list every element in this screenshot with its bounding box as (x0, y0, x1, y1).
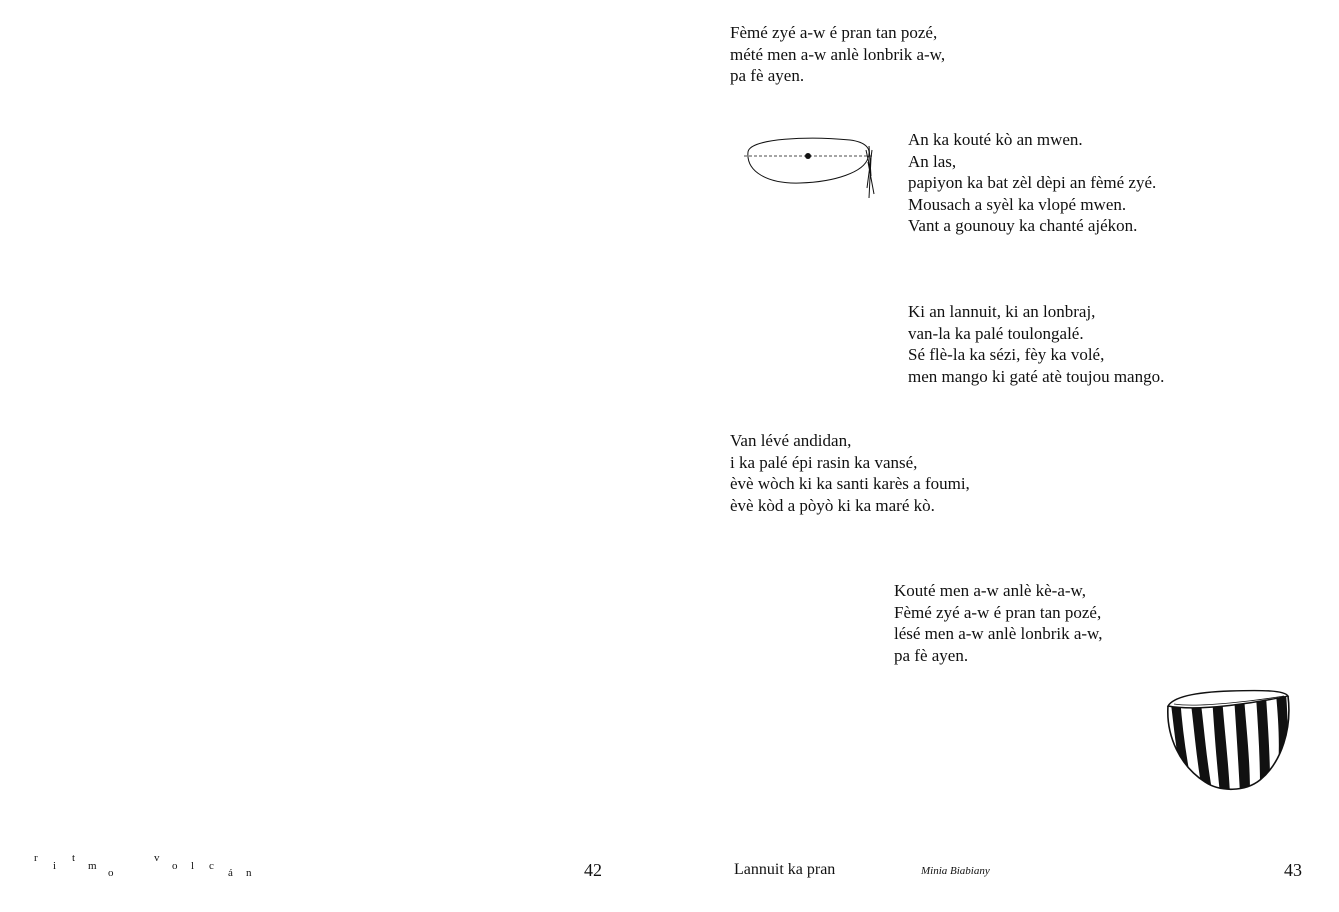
stanza-line: An las, (908, 151, 957, 171)
series-letter: t (72, 852, 76, 864)
seed-pod-illustration (740, 128, 885, 203)
series-letter: m (88, 860, 97, 872)
stanza-1 (730, 22, 945, 87)
left-page-number: 42 (584, 860, 602, 880)
series-letter: c (209, 860, 214, 872)
stanza-line: An ka kouté kò an mwen. (908, 130, 1083, 149)
stanza-line: èvè kòd a pòyò ki ka maré kò. (730, 495, 935, 515)
stanza-line: i ka palé épi rasin ka vansé, (730, 452, 918, 472)
series-letter: l (191, 860, 195, 872)
series-letter: r (34, 852, 38, 864)
stanza-line: lésé men a-w anlè lonbrik a-w, (894, 624, 1103, 643)
series-title (34, 852, 264, 882)
stanza-line: Ki an lannuit, ki an lonbraj, (908, 302, 1096, 321)
series-letter: i (53, 860, 57, 872)
stanza-line: Fèmé zyé a-w é pran tan pozé, (730, 23, 938, 42)
right-page-number: 43 (1284, 860, 1302, 880)
stanza-line: Fèmé zyé a-w é pran tan pozé, (894, 602, 1102, 622)
stanza-line: van-la ka palé toulongalé. (908, 323, 1084, 343)
stanza-5 (894, 580, 1102, 666)
stanza-4 (730, 430, 970, 516)
stanza-line: Kouté men a-w anlè kè-a-w, (894, 581, 1086, 600)
series-letter: á (228, 867, 233, 879)
stanza-3 (908, 301, 1164, 387)
stanza-2 (908, 129, 1156, 237)
running-author: Minia Biabiany (921, 865, 990, 877)
series-letter: v (154, 852, 160, 864)
stanza-line: Van lévé andidan, (730, 431, 852, 450)
striped-bowl-illustration (1160, 686, 1298, 796)
stanza-line: Vant a gounouy ka chanté ajékon. (908, 216, 1138, 235)
stanza-line: Mousach a syèl ka vlopé mwen. (908, 194, 1127, 214)
stanza-line: men mango ki gaté atè toujou mango. (908, 366, 1165, 386)
running-title: Lannuit ka pran (734, 861, 836, 878)
stanza-line: pa fè ayen. (894, 645, 969, 665)
series-letter: o (108, 867, 114, 879)
stanza-line: èvè wòch ki ka santi karès a foumi, (730, 474, 970, 493)
stanza-line: Sé flè-la ka sézi, fèy ka volé, (908, 345, 1105, 364)
series-letter: n (246, 867, 252, 879)
stanza-line: mété men a-w anlè lonbrik a-w, (730, 44, 946, 64)
stanza-line: papiyon ka bat zèl dèpi an fèmé zyé. (908, 173, 1157, 192)
stanza-line: pa fè ayen. (730, 66, 805, 85)
series-letter: o (172, 860, 178, 872)
